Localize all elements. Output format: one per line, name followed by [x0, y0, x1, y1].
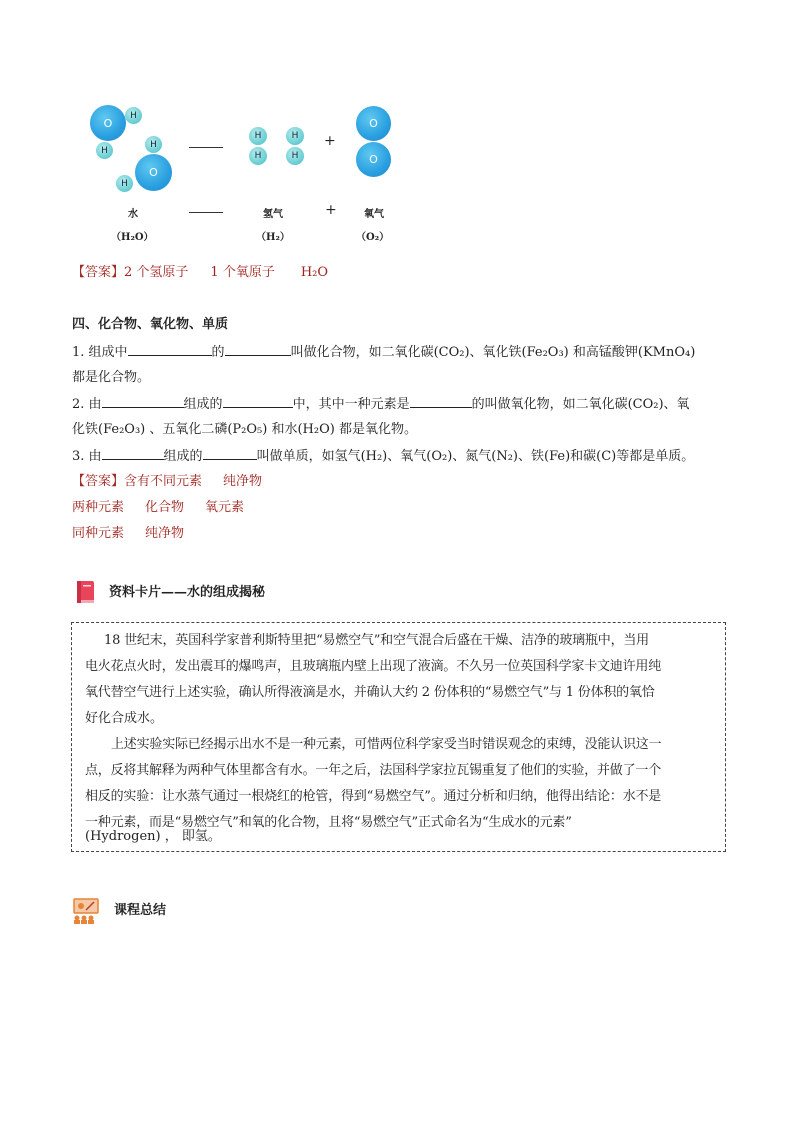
oxygen-atom: O — [90, 105, 126, 141]
answer-prefix: 【答案】 — [72, 265, 125, 280]
oxygen-atom: O — [356, 106, 391, 141]
summary-icon — [72, 897, 100, 925]
card-line: 18 世纪末，英国科学家普利斯特里把“易燃空气”和空气混合后盛在干燥、洁净的玻璃瓶中，当用 — [104, 633, 649, 648]
fill-blank[interactable] — [102, 391, 184, 408]
water-formula: （H₂O） — [111, 232, 154, 243]
oxygen-atom: O — [356, 142, 391, 177]
answer-item: 2 个氢原子 — [124, 265, 189, 280]
card-line: 一种元素，而是“易燃空气”和氧的化合物，且将“易燃空气”正式命名为“生成水的元素” — [85, 815, 572, 830]
question-1-line-1: 1. 组成中 的 叫做化合物，如二氧化碳(CO₂)、氧化铁(Fe₂O₃) 和高锰酸钾(KMnO₄) — [72, 339, 695, 366]
hydrogen-formula: （H₂） — [256, 232, 290, 243]
fill-blank[interactable] — [102, 443, 164, 460]
card-line-last: (Hydrogen) ， 即氢。 — [85, 829, 221, 844]
summary-title: 课程总结 — [114, 903, 167, 918]
card-title: 资料卡片——水的组成揭秘 — [109, 585, 266, 600]
book-icon — [75, 580, 97, 605]
card-line: 相反的实验：让水蒸气通过一根烧红的枪管，得到“易燃空气”。通过分析和归纳，他得出结论：水不是 — [85, 789, 662, 804]
oxygen-label: 氧气 — [364, 209, 384, 220]
hydrogen-atom: H — [96, 142, 113, 159]
oxygen-formula: （O₂） — [356, 232, 390, 243]
water-label: 水 — [128, 209, 138, 220]
oxygen-atom: O — [135, 154, 172, 191]
answer-line: 同种元素 纯净物 — [72, 526, 185, 541]
fill-blank[interactable] — [203, 443, 257, 460]
plus-sign: + — [325, 202, 337, 218]
hydrogen-atom: H — [145, 136, 162, 153]
section-heading: 四、化合物、氧化物、单质 — [72, 317, 229, 332]
hydrogen-atom: H — [286, 147, 304, 165]
fill-blank[interactable] — [128, 339, 212, 356]
fill-blank[interactable] — [223, 391, 293, 408]
answer-item: H₂O — [300, 265, 329, 280]
hydrogen-atom: H — [116, 175, 133, 192]
hydrogen-atom: H — [249, 147, 267, 165]
answer-item: 1 个氧原子 — [210, 265, 275, 280]
question-3-line-1: 3. 由 组成的 叫做单质，如氢气(H₂)、氧气(O₂)、氮气(N₂)、铁(Fe)和碳(C)等都是单质。 — [72, 443, 694, 470]
card-line: 好化合成水。 — [85, 711, 164, 726]
answer-line: 【答案】含有不同元素 纯净物 — [72, 474, 263, 489]
answer-line — [72, 260, 328, 286]
arrow-line — [189, 147, 223, 148]
question-1-line-2: 都是化合物。 — [72, 370, 151, 385]
card-line: 氧代替空气进行上述实验，确认所得液滴是水，并确认大约 2 份体积的“易燃空气”与 1 份体积的氧恰 — [85, 685, 655, 700]
question-2-line-2: 化铁(Fe₂O₃) 、五氧化二磷(P₂O₅) 和水(H₂O) 都是氧化物。 — [72, 422, 417, 437]
answer-line: 两种元素 化合物 氧元素 — [72, 500, 245, 515]
hydrogen-atom: H — [125, 107, 142, 124]
hydrogen-label: 氢气 — [263, 209, 283, 220]
fill-blank[interactable] — [225, 339, 291, 356]
question-2-line-1: 2. 由 组成的 中，其中一种元素是 的叫做氧化物，如二氧化碳(CO₂)、氧 — [72, 391, 690, 418]
card-line: 点，反将其解释为两种气体里都含有水。一年之后，法国科学家拉瓦锡重复了他们的实验，并做了一个 — [85, 763, 662, 778]
hydrogen-atom: H — [286, 127, 304, 145]
plus-sign: + — [324, 133, 336, 149]
card-line: 电火花点火时，发出震耳的爆鸣声，且玻璃瓶内壁上出现了液滴。不久另一位英国科学家卡文迪许用纯 — [85, 659, 662, 674]
card-line: 上述实验实际已经揭示出水不是一种元素，可惜两位科学家受当时错误观念的束缚，没能认识这一 — [111, 737, 662, 752]
answer-prefix: 【答案】 — [72, 474, 125, 489]
arrow-line — [189, 212, 223, 213]
fill-blank[interactable] — [410, 391, 472, 408]
hydrogen-atom: H — [249, 127, 267, 145]
